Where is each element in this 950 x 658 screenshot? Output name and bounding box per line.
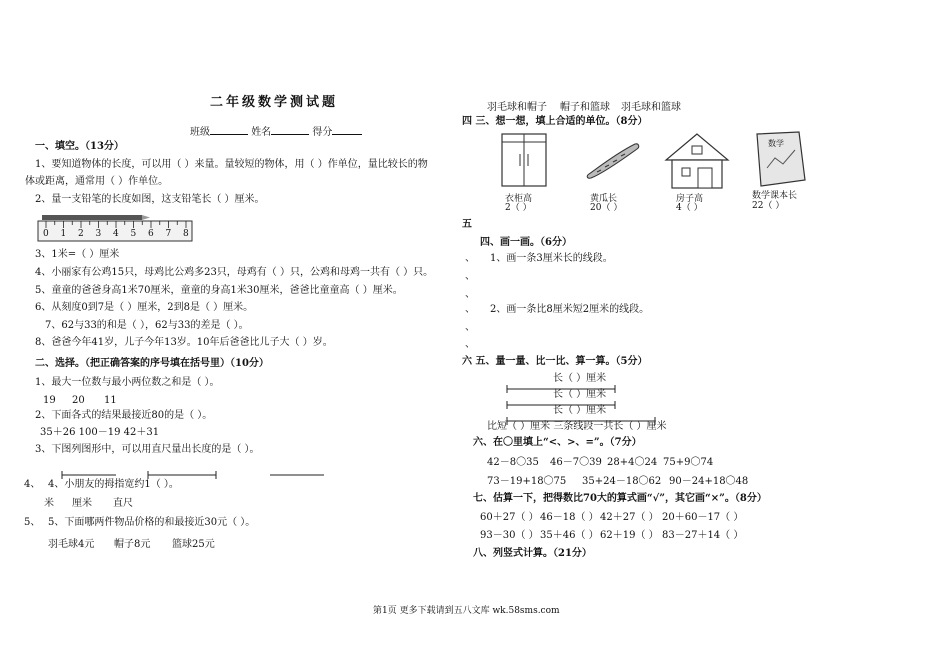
section-1-heading: 一、填空。（13分） (35, 141, 124, 152)
comma-mark-3: 、 (465, 289, 475, 300)
s4-q1: 1、画一条3厘米长的线段。 (490, 253, 613, 264)
class-field[interactable] (210, 125, 248, 135)
pic-value-house: 4（ ） (676, 203, 703, 213)
name-label: 姓名 (251, 127, 272, 138)
s2-q4: 4、小朋友的拇指宽约1（ ）。 (48, 479, 179, 490)
name-field[interactable] (271, 125, 309, 135)
segment-figure (148, 471, 216, 479)
s2-q5-item-3: 篮球25元 (172, 539, 215, 550)
est-1-2: 46－18（ ） (540, 512, 599, 523)
ruler-label: 2 (78, 229, 84, 239)
s2-q1-option-3: 11 (104, 395, 117, 406)
comma-mark-6: 、 (465, 339, 475, 350)
cucumber-icon (585, 140, 641, 180)
top-option-2: 帽子和篮球 (560, 102, 610, 113)
cmp-2-2: 35+24－18〇62 (582, 476, 662, 487)
comma-mark-2: 、 (465, 271, 475, 282)
ruler-label: 5 (130, 229, 137, 239)
s2-q4-option-2: 厘米 (72, 498, 92, 509)
s1-q1-line1: 1、要知道物体的长度，可以用（ ）来量。量较短的物体，用（ ）作单位，量比较长的物 (35, 159, 428, 170)
pic-value-wardrobe: 2（ ） (505, 203, 532, 213)
s2-q5-item-2: 帽子8元 (114, 539, 151, 550)
s4-q2: 2、画一条比8厘米短2厘米的线段。 (490, 304, 650, 315)
cmp-1-4: 75+9〇74 (663, 457, 714, 468)
cmp-1-3: 28+4〇24 (607, 457, 658, 468)
s1-q5: 5、童童的爸爸身高1米70厘米，童童的身高1米30厘米，爸爸比童童高（ ）厘米。 (35, 285, 403, 296)
s1-q6: 6、从刻度0到7是（ ）厘米，2到8是（ ）厘米。 (35, 302, 254, 313)
s1-q4: 4、小丽家有公鸡15只，母鸡比公鸡多23只，母鸡有（ ）只，公鸡和母鸡一共有（ ）只。 (35, 267, 434, 278)
section-6b-heading: 六、在〇里填上“<、>、=”。（7分） (473, 437, 642, 448)
section-6-heading: 六 五、量一量、比一比、算一算。（5分） (462, 356, 648, 367)
est-1-3: 42＋27（ ） (600, 512, 659, 523)
ruler-label: 0 (43, 229, 49, 239)
section-7-heading: 七、估算一下，把得数比70大的算式画“√”，其它画“×”。（8分） (473, 493, 767, 504)
ruler-label: 6 (148, 229, 154, 239)
est-2-4: 83－27＋14（ ） (662, 530, 744, 541)
pic-label-book: 数学课本长 (752, 191, 798, 201)
pic-label-house: 房子高 (676, 194, 704, 204)
book-cover-text: 数学 (768, 139, 784, 148)
pic-label-cucumber: 黄瓜长 (590, 194, 618, 204)
ruler-label: 4 (113, 229, 119, 239)
ruler-label: 3 (95, 229, 102, 239)
pencil-icon (42, 215, 150, 220)
page-title: 二年级数学测试题 (210, 95, 339, 110)
measure-row-3: 长（ ）厘米 (553, 405, 607, 416)
s2-q5: 5、下面哪两件物品价格的和最接近30元（ ）。 (48, 517, 256, 528)
s2-q5-item-1: 羽毛球4元 (48, 539, 95, 550)
s2-q4-option-1: 米 (44, 498, 54, 509)
section-3-heading: 四 三、想一想，填上合适的单位。（8分） (462, 116, 648, 127)
info-line (190, 125, 362, 139)
s1-q3: 3、1米=（ ）厘米 (35, 249, 120, 260)
s1-q1-line2: 体或距离，通常用（ ）作单位。 (25, 176, 169, 187)
s1-q7: 7、62与33的和是（ ），62与33的差是（ ）。 (45, 320, 249, 331)
score-label: 得分 (312, 127, 333, 138)
measure-row-1: 长（ ）厘米 (553, 373, 607, 384)
est-1-4: 20＋60－17（ ） (662, 512, 744, 523)
page-footer: 第1页 更多下载请到五八文库 wk.58sms.com (373, 606, 560, 616)
est-1-1: 60＋27（ ） (480, 512, 539, 523)
s2-q5-number: 5、 (24, 517, 41, 528)
s2-q1-option-2: 20 (72, 395, 85, 406)
cmp-2-3: 90－24+18〇48 (669, 476, 749, 487)
section-4-heading: 四、画一画。（6分） (480, 237, 572, 248)
s2-q2: 2、下面各式的结果最接近80的是（ ）。 (35, 410, 213, 421)
comma-mark-5: 、 (465, 322, 475, 333)
pic-value-book: 22（ ） (752, 201, 785, 211)
section-2-heading: 二、选择。（把正确答案的序号填在括号里）（10分） (35, 358, 269, 369)
score-field[interactable] (332, 125, 362, 135)
ruler-label: 7 (165, 229, 172, 239)
wardrobe-icon (500, 132, 550, 190)
top-option-1: 羽毛球和帽子 (487, 102, 547, 113)
section-5-mark: 五 (462, 219, 472, 230)
pic-value-cucumber: 20（ ） (590, 203, 623, 213)
comma-mark-1: 、 (465, 253, 475, 264)
house-icon (664, 132, 730, 190)
comma-mark-4: 、 (465, 304, 475, 315)
cmp-1-1: 42－8〇35 (487, 457, 539, 468)
est-2-1: 93－30（ ） (480, 530, 539, 541)
measure-row-2: 长（ ）厘米 (553, 389, 607, 400)
s2-q1-option-1: 19 (43, 395, 56, 406)
est-2-3: 62＋19（ ） (600, 530, 659, 541)
cmp-2-1: 73－19+18〇75 (487, 476, 567, 487)
s1-q2: 2、量一支铅笔的长度如图，这支铅笔长（ ）厘米。 (35, 194, 265, 205)
s1-q8: 8、爸爸今年41岁，儿子今年13岁。10年后爸爸比儿子大（ ）岁。 (35, 337, 333, 348)
cmp-1-2: 46－7〇39 (550, 457, 602, 468)
ruler-label: 1 (60, 229, 67, 239)
s2-q2-options: 35＋26 100－19 42＋31 (40, 427, 160, 438)
s2-q4-number: 4、 (24, 479, 41, 490)
top-option-3: 羽毛球和篮球 (621, 102, 681, 113)
pic-label-wardrobe: 衣柜高 (505, 194, 533, 204)
compare-line: 比短（ ）厘米 三条线段一共长（ ）厘米 (487, 421, 667, 432)
s2-q1: 1、最大一位数与最小两位数之和是（ ）。 (35, 377, 220, 388)
est-2-2: 35＋46（ ） (540, 530, 599, 541)
s2-q4-option-3: 直尺 (113, 498, 133, 509)
class-label: 班级 (190, 127, 210, 138)
section-8-heading: 八、列竖式计算。（21分） (473, 548, 592, 559)
line-segment-figure (62, 471, 116, 479)
ruler-label: 8 (183, 229, 189, 239)
s2-q3: 3、下图列图形中，可以用直尺量出长度的是（ ）。 (35, 444, 260, 455)
